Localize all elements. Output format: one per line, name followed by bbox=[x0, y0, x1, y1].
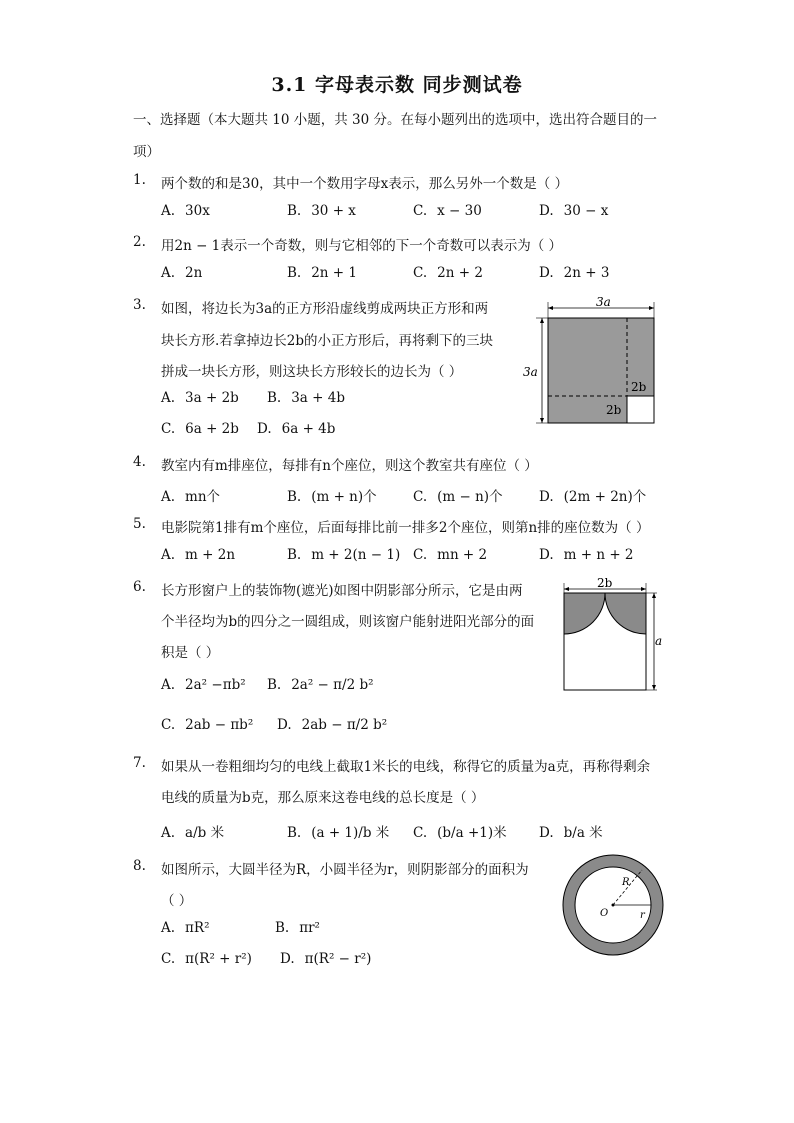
label-left: 3a bbox=[523, 365, 538, 379]
option-a[interactable]: A. mn个 bbox=[161, 489, 221, 505]
option-a[interactable]: A. 3a + 2b bbox=[161, 390, 239, 406]
option-b[interactable]: B. m + 2(n − 1) bbox=[287, 547, 401, 563]
window-figure bbox=[555, 575, 665, 695]
option-d[interactable]: D. 6a + 4b bbox=[257, 421, 336, 437]
label-center: O bbox=[600, 908, 609, 919]
label-right: 2b bbox=[631, 380, 647, 394]
question-text-line2: （ ） bbox=[161, 893, 193, 909]
option-d[interactable]: D. π(R² − r²) bbox=[280, 951, 372, 967]
option-c[interactable]: C. 2ab − πb² bbox=[161, 717, 254, 733]
option-d[interactable]: D. (2m + 2n)个 bbox=[539, 489, 647, 505]
option-c[interactable]: C. 6a + 2b bbox=[161, 421, 239, 437]
label-small-radius: r bbox=[640, 910, 645, 921]
question-number: 8. bbox=[133, 858, 146, 874]
option-b[interactable]: B. 2a² − π/2 b² bbox=[267, 677, 374, 693]
label-bottom: 2b bbox=[606, 403, 622, 417]
option-d[interactable]: D. 30 − x bbox=[539, 203, 609, 219]
question-text: 教室内有m排座位，每排有n个座位，则这个教室共有座位（ ） bbox=[161, 458, 538, 474]
question-text: 电影院第1排有m个座位，后面每排比前一排多2个座位，则第n排的座位数为（ ） bbox=[161, 520, 650, 536]
option-b[interactable]: B. (m + n)个 bbox=[287, 489, 377, 505]
option-a[interactable]: A. 30x bbox=[161, 203, 210, 219]
question-text-line1: 如果从一卷粗细均匀的电线上截取1米长的电线，称得它的质量为a克，再称得剩余 bbox=[161, 759, 651, 775]
section-heading-line1: 一、选择题（本大题共 10 小题，共 30 分。在每小题列出的选项中，选出符合题目的一 bbox=[133, 112, 658, 128]
option-c[interactable]: C. x − 30 bbox=[413, 203, 482, 219]
question-number: 2. bbox=[133, 234, 146, 250]
question-text-line2: 个半径均为b的四分之一圆组成，则该窗户能射进阳光部分的面 bbox=[161, 614, 535, 630]
question-number: 5. bbox=[133, 516, 146, 532]
label-top: 2b bbox=[597, 576, 613, 590]
option-a[interactable]: A. πR² bbox=[161, 920, 210, 936]
option-d[interactable]: D. b/a 米 bbox=[539, 825, 603, 841]
option-c[interactable]: C. mn + 2 bbox=[413, 547, 488, 563]
page-title: 3.1 字母表示数 同步测试卷 bbox=[271, 74, 523, 96]
option-a[interactable]: A. a/b 米 bbox=[161, 825, 225, 841]
question-number: 1. bbox=[133, 172, 146, 188]
option-c[interactable]: C. 2n + 2 bbox=[413, 265, 483, 281]
ring-figure bbox=[560, 852, 666, 958]
question-text-line1: 长方形窗户上的装饰物(遮光)如图中阴影部分所示，它是由两 bbox=[161, 583, 523, 599]
question-text-line1: 如图，将边长为3a的正方形沿虚线剪成两块正方形和两 bbox=[161, 301, 489, 317]
option-b[interactable]: B. 2n + 1 bbox=[287, 265, 357, 281]
option-c[interactable]: C. π(R² + r²) bbox=[161, 951, 252, 967]
question-number: 3. bbox=[133, 297, 146, 313]
option-a[interactable]: A. 2n bbox=[161, 265, 203, 281]
question-text-line3: 拼成一块长方形，则这块长方形较长的边长为（ ） bbox=[161, 364, 463, 380]
square-cut-figure bbox=[520, 296, 665, 428]
option-b[interactable]: B. 30 + x bbox=[287, 203, 356, 219]
question-text-line1: 如图所示，大圆半径为R，小圆半径为r，则阴影部分的面积为 bbox=[161, 862, 529, 878]
option-a[interactable]: A. 2a² −πb² bbox=[161, 677, 246, 693]
label-big-radius: R bbox=[622, 877, 630, 888]
option-b[interactable]: B. πr² bbox=[275, 920, 320, 936]
option-c[interactable]: C. (b/a +1)米 bbox=[413, 825, 507, 841]
question-text: 两个数的和是30，其中一个数用字母x表示，那么另外一个数是（ ） bbox=[161, 176, 569, 192]
option-b[interactable]: B. (a + 1)/b 米 bbox=[287, 825, 390, 841]
option-d[interactable]: D. m + n + 2 bbox=[539, 547, 634, 563]
option-d[interactable]: D. 2ab − π/2 b² bbox=[277, 717, 388, 733]
question-number: 7. bbox=[133, 755, 146, 771]
option-d[interactable]: D. 2n + 3 bbox=[539, 265, 610, 281]
option-c[interactable]: C. (m − n)个 bbox=[413, 489, 503, 505]
label-right: a bbox=[655, 634, 663, 648]
question-text-line2: 电线的质量为b克，那么原来这卷电线的总长度是（ ） bbox=[161, 790, 485, 806]
question-text-line2: 块长方形.若拿掉边长2b的小正方形后，再将剩下的三块 bbox=[161, 333, 494, 349]
option-b[interactable]: B. 3a + 4b bbox=[267, 390, 345, 406]
section-heading-line2: 项） bbox=[133, 144, 160, 160]
question-number: 4. bbox=[133, 454, 146, 470]
question-text: 用2n − 1表示一个奇数，则与它相邻的下一个奇数可以表示为（ ） bbox=[161, 238, 563, 254]
question-number: 6. bbox=[133, 579, 146, 595]
option-a[interactable]: A. m + 2n bbox=[161, 547, 236, 563]
label-top: 3a bbox=[596, 296, 611, 309]
question-text-line3: 积是（ ） bbox=[161, 645, 220, 661]
